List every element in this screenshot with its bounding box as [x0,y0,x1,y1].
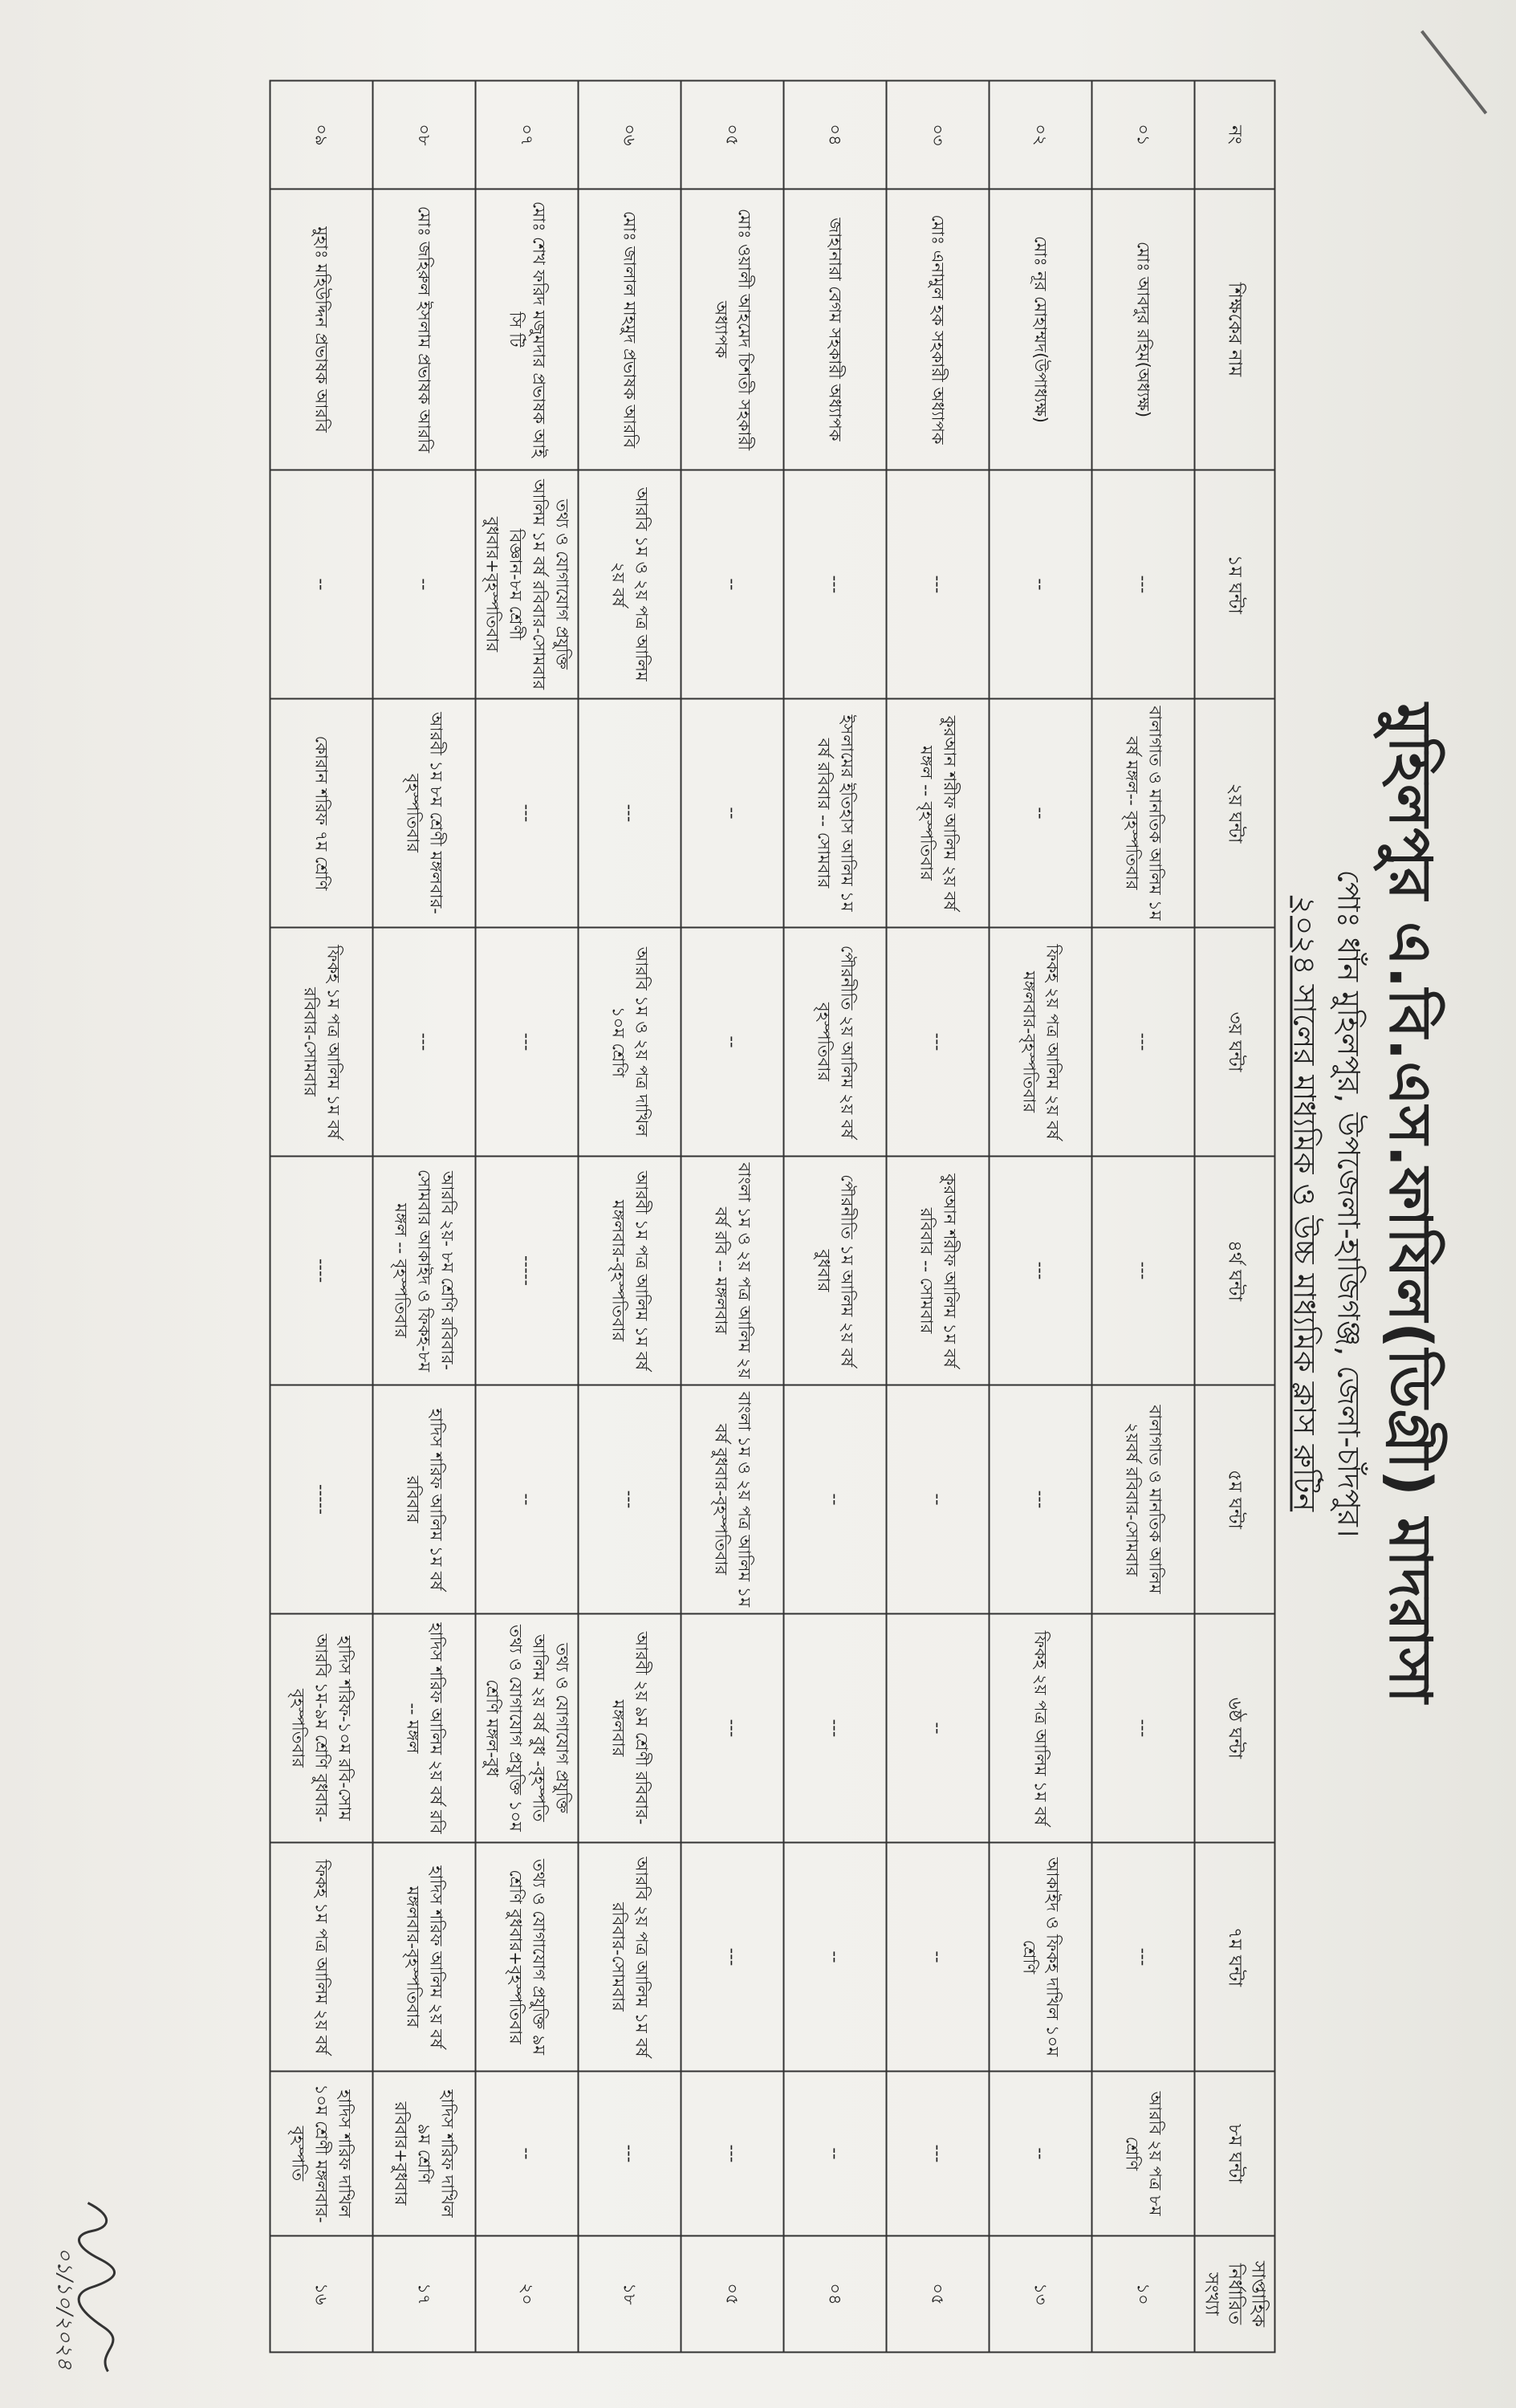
row-number: ০৩ [887,81,990,189]
column-header: সাপ্তাহিক নির্ধারিত সংখ্যা [1195,2236,1275,2353]
table-row [887,81,990,2353]
period-1-cell: --- [784,470,887,699]
period-8-cell: --- [887,2072,990,2236]
table-row [270,81,373,2353]
period-6-cell: -- [887,1614,990,1843]
period-3-cell: --- [887,928,990,1157]
period-5-cell: -- [887,1385,990,1614]
period-2-cell: কুরআন শরীফ আলিম ২য় বর্ষ মঙ্গল -- বৃহস্পতিবার [887,699,990,928]
period-1-cell: -- [990,470,1092,699]
period-1-cell: --- [1092,470,1195,699]
signature-date: ০১/১০/২০২৪ [52,2247,77,2370]
period-5-cell: ----- [270,1385,373,1614]
period-6-cell: তথ্য ও যোগাযোগ প্রযুক্তি আলিম ২য় বর্ষ বুধ -বৃহস্পতি তথ্য ও যোগাযোগ প্রযুক্তি ১০ম শ্রেণি মঙ্গল-বুধ [476,1614,579,1843]
period-2-cell: -- [681,699,784,928]
period-2-cell: বালাগাত ও মানতিক আলিম ১ম বর্ষ মঙ্গল-- বৃহস্পতিবার [1092,699,1195,928]
period-6-cell: হাদিস শরিফ-১০ম রবি-সোম আরবি ১ম-৯ম শ্রেণি বুধবার-বৃহস্পতিবার [270,1614,373,1843]
period-5-cell: -- [476,1385,579,1614]
routine-title: ২০২৪ সালের মাধ্যমিক ও উচ্চ মাধ্যমিক ক্লাস রুটিন [1286,895,1323,1512]
period-4-cell: --- [1092,1157,1195,1385]
column-header: ৭ম ঘন্টা [1195,1843,1275,2072]
table-row [681,81,784,2353]
period-6-cell: --- [1092,1614,1195,1843]
period-1-cell: তথ্য ও যোগাযোগ প্রযুক্তি আলিম ১ম বর্ষ রবিবার-সোমবার বিজ্ঞান-৮ম শ্রেণী বুধবার+বৃহস্পতিবার [476,470,579,699]
row-number: ০৫ [681,81,784,189]
period-3-cell: আরবি ১ম ও ২য় পত্র দাখিল ১০ম শ্রেণি [579,928,681,1157]
weekly-count: ০৫ [887,2236,990,2353]
period-2-cell: --- [476,699,579,928]
period-5-cell: -- [784,1385,887,1614]
weekly-count: ১৬ [270,2236,373,2353]
period-1-cell: --- [887,470,990,699]
rotated-document [1,0,1516,2408]
weekly-count: ০৫ [681,2236,784,2353]
institution-title: মুহিলপুর এ.বি.এস.ফাযিল(ডিগ্রী) মাদরাসা [1376,703,1445,1704]
period-8-cell: আরবি ২য় পত্র ৮ম শ্রেণি [1092,2072,1195,2236]
column-header: ২য় ঘন্টা [1195,699,1275,928]
period-8-cell: -- [784,2072,887,2236]
column-header: ৪র্থ ঘন্টা [1195,1157,1275,1385]
teacher-name: মোঃ জালাল মাহমুদ প্রভাষক আরবি [579,189,681,470]
period-7-cell: ফিকহ ১ম পত্র আলিম ২য় বর্ষ [270,1843,373,2072]
column-header: ৩য় ঘন্টা [1195,928,1275,1157]
period-5-cell: বালাগাত ও মানতিক আলিম ২য়বর্ষ রবিবার-সোমবার [1092,1385,1195,1614]
column-header: নং [1195,81,1275,189]
period-5-cell: হাদিস শরিফ আলিম ১ম বর্ষ রবিবার [373,1385,476,1614]
period-8-cell: -- [476,2072,579,2236]
period-4-cell: বাংলা ১ম ও ২য় পত্র আলিম ২য় বর্ষ রবি -- মঙ্গলবার [681,1157,784,1385]
period-1-cell: -- [373,470,476,699]
period-4-cell: ---- [270,1157,373,1385]
weekly-count: ১৩ [990,2236,1092,2353]
period-1-cell: -- [681,470,784,699]
period-7-cell: আরবি ২য় পত্র আলিম ১ম বর্ষ রবিবার-সোমবার [579,1843,681,2072]
period-7-cell: হাদিস শরিফ আলিম ২য় বর্ষ মঙ্গলবার-বৃহস্পতিবার [373,1843,476,2072]
period-7-cell: তথ্য ও যোগাযোগ প্রযুক্তি ৯ম শ্রেণি বুধবার+বৃহস্পতিবার [476,1843,579,2072]
period-3-cell: ফিকহ ২য় পত্র আলিম ২য় বর্ষ মঙ্গলবার-বৃহস্পতিবার [990,928,1092,1157]
period-3-cell: --- [476,928,579,1157]
weekly-count: ১০ [1092,2236,1195,2353]
period-7-cell: --- [681,1843,784,2072]
column-header: ১ম ঘন্টা [1195,470,1275,699]
period-4-cell: পৌরনীতি ১ম আলিম ২য় বর্ষ বুধবার [784,1157,887,1385]
period-4-cell: আরবী ১ম পত্র আলিম ১ম বর্ষ মঙ্গলবার-বৃহস্পতিবার [579,1157,681,1385]
period-8-cell: হাদিস শরিফ দাখিল ১০ম শ্রেণী মঙ্গলবার-বৃহস্পতি [270,2072,373,2236]
table-row [476,81,579,2353]
period-3-cell: পৌরনীতি ২য় আলিম ২য় বর্ষ বৃহস্পতিবার [784,928,887,1157]
weekly-count: ০৪ [784,2236,887,2353]
period-6-cell: আরবী ২য় ৯ম শ্রেণী রবিবার-মঙ্গলবার [579,1614,681,1843]
teacher-name: মোঃ এনামুল হক সহকারী অধ্যাপক [887,189,990,470]
table-row [579,81,681,2353]
period-7-cell: --- [1092,1843,1195,2072]
period-3-cell: --- [373,928,476,1157]
period-2-cell: আরবী ১ম ৮ম শ্রেণী মঙ্গলবার-বৃহস্পতিবার [373,699,476,928]
period-4-cell: আরবি ২য়- ৮ম শ্রেণি রবিবার-সোমবার আকাইদ ও ফিকহ-৮ম মঙ্গল -- বৃহস্পতিবার [373,1157,476,1385]
row-number: ০৬ [579,81,681,189]
period-7-cell: -- [887,1843,990,2072]
period-2-cell: ইসলামের ইতিহাস আলিম ১ম বর্ষ রবিবার -- সোমবার [784,699,887,928]
institution-address: পোঃ ধাঁন মুহিলপুর, উপজেলা-হাজিগঞ্জ, জেলা-চাঁদপুর। [1331,869,1367,1538]
teacher-name: মোঃ আবদুর রহিম(অধ্যক্ষ) [1092,189,1195,470]
teacher-name: মোঃ নূর মোহাম্মদ(উপাধ্যক্ষ) [990,189,1092,470]
table-row [990,81,1092,2353]
period-3-cell: ফিকহ ১ম পত্র আলিম ১ম বর্ষ রবিবার-সোমবার [270,928,373,1157]
period-3-cell: -- [681,928,784,1157]
period-2-cell: -- [990,699,1092,928]
period-8-cell: --- [681,2072,784,2236]
period-4-cell: --- [990,1157,1092,1385]
period-4-cell: ----- [476,1157,579,1385]
column-header: ৫ম ঘন্টা [1195,1385,1275,1614]
row-number: ০৮ [373,81,476,189]
period-3-cell: --- [1092,928,1195,1157]
period-8-cell: হাদিস শরিফ দাখিল ৯ম শ্রেণি রবিবার+বুধবার [373,2072,476,2236]
period-5-cell: বাংলা ১ম ও ২য় পত্র আলিম ১ম বর্ষ বুধবার-বৃহস্পতিবার [681,1385,784,1614]
period-6-cell: --- [681,1614,784,1843]
column-header: ৬ষ্ঠ ঘন্টা [1195,1614,1275,1843]
weekly-count: ২০ [476,2236,579,2353]
row-number: ০৪ [784,81,887,189]
period-6-cell: হাদিস শরিফ আলিম ২য় বর্ষ রবি -- মঙ্গল [373,1614,476,1843]
period-8-cell: -- [990,2072,1092,2236]
period-2-cell: কোরান শরিফ ৭ম শ্রেণি [270,699,373,928]
teacher-name: জাহানারা বেগম সহকারী অধ্যাপক [784,189,887,470]
table-row [1092,81,1195,2353]
period-7-cell: -- [784,1843,887,2072]
column-header: শিক্ষকের নাম [1195,189,1275,470]
period-6-cell: ফিকহ ২য় পত্র আলিম ১ম বর্ষ [990,1614,1092,1843]
period-5-cell: --- [579,1385,681,1614]
period-2-cell: --- [579,699,681,928]
table-header-row [1195,81,1275,2353]
period-8-cell: --- [579,2072,681,2236]
weekly-count: ১৭ [373,2236,476,2353]
teacher-name: মোঃ শেখ ফরিদ মজুমদার প্রভাষক আই সি টি [476,189,579,470]
column-header: ৮ম ঘন্টা [1195,2072,1275,2236]
teacher-name: মুহাঃ মহিউদ্দিন প্রভাষক আরবি [270,189,373,470]
period-7-cell: আকাইদ ও ফিকহ দাখিল ১০ম শ্রেণি [990,1843,1092,2072]
teacher-name: মোঃ জহিরুল ইসলাম প্রভাষক আরবি [373,189,476,470]
row-number: ০১ [1092,81,1195,189]
weekly-count: ১৮ [579,2236,681,2353]
period-4-cell: কুরআন শরীফ আলিম ১ম বর্ষ রবিবার -- সোমবার [887,1157,990,1385]
period-6-cell: --- [784,1614,887,1843]
period-1-cell: আরবি ১ম ও ২য় পত্র আলিম ২য় বর্ষ [579,470,681,699]
period-1-cell: -- [270,470,373,699]
signature [48,2199,120,2376]
teacher-name: মোঃ ওয়ালী আহমেদ চিশতী সহকারী অধ্যাপক [681,189,784,470]
table-row [784,81,887,2353]
period-5-cell: --- [990,1385,1092,1614]
class-routine-table [270,80,1276,2353]
row-number: ০৯ [270,81,373,189]
row-number: ০৭ [476,81,579,189]
row-number: ০২ [990,81,1092,189]
table-row [373,81,476,2353]
